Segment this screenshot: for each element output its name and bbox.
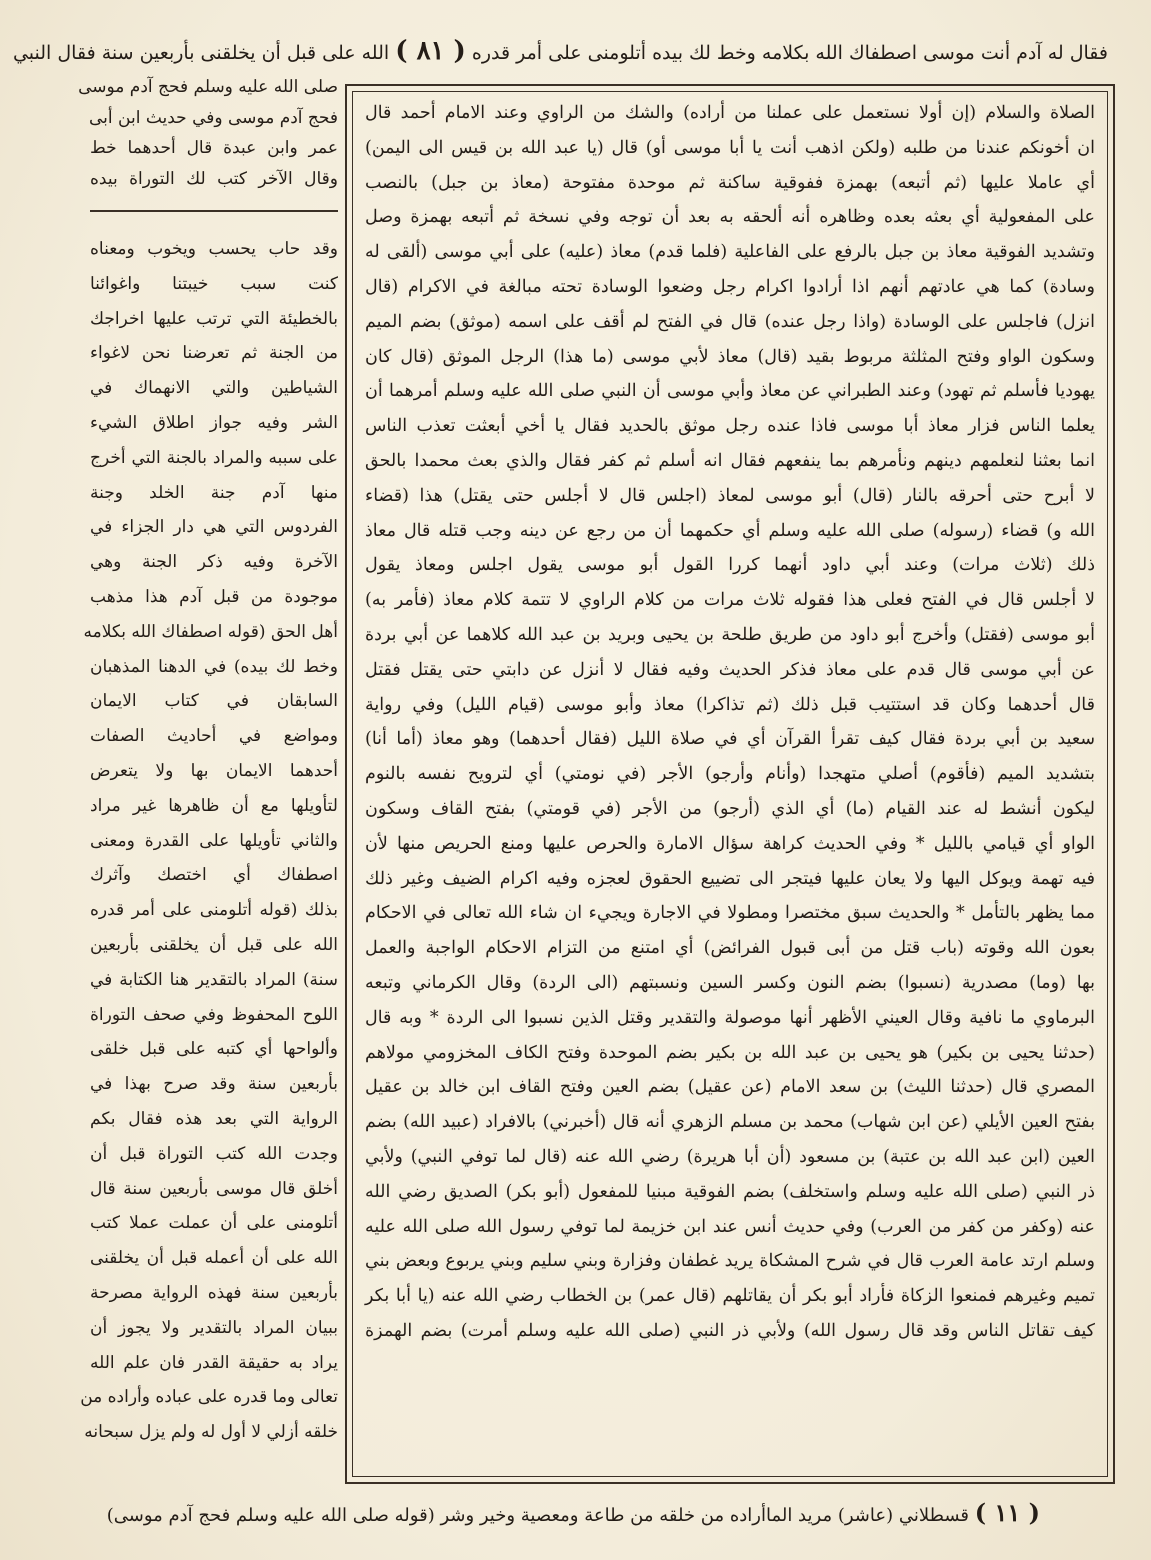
volume-label: (عاشر)	[837, 1505, 894, 1526]
margin-text-line: ومواضع في أحاديث الصفات	[90, 726, 338, 747]
margin-text-line: أحدهما الايمان بها ولا يتعرض	[90, 760, 338, 781]
main-text-line: تميم وغيرهم فمنعوا الزكاة فأراد أبو بكر أن يقاتلهم (قال عمر) بن الخطاب رضي الله عنه (يا أبا بكر	[365, 1286, 1095, 1307]
main-text-line: كيف تقاتل الناس وقد قال رسول الله) ولأبي ذر النبي (صلى الله عليه وسلم أمرت) بضم الهمزة	[365, 1320, 1095, 1341]
main-text-block	[365, 96, 1095, 1349]
running-header	[12, 34, 1108, 68]
main-text-line: مما يظهر بالتأمل * والحديث سبق مختصرا ومطولا في الاجارة ويجيء ان شاء الله تعالى في الاحكام	[365, 903, 1095, 924]
main-text-line: انزل) فاجلس على الوسادة (واذا رجل عنده) قال في الفتح لم أقف على اسمه (موثق) بضم الميم	[365, 311, 1095, 332]
margin-text-line: وجدت الله كتب التوراة قبل أن	[90, 1143, 338, 1164]
margin-text-line: عمر وابن عبدة قال أحدهما خط	[90, 138, 338, 158]
margin-text-line: السابقان في كتاب الايمان	[90, 691, 338, 712]
main-text-line: الله و) قضاء (رسوله) صلى الله عليه وسلم أي حكمهما أن من رجع عن دينه وجب قتله قال معاذ	[365, 520, 1095, 541]
main-text-line: المصري قال (حدثنا الليث) بن سعد الامام (عن عقيل) بضم العين وفتح القاف ابن خالد بن عقيل	[365, 1077, 1095, 1098]
margin-text-line: منها آدم جنة الخلد وجنة	[90, 482, 338, 503]
main-text-line: لا أجلس قال في الفتح فعلى هذا فقوله ثلاث مرات من كلام الراوي لا تتمة كلام معاذ (فأمر به)	[365, 590, 1095, 611]
main-text-line: وسلم ارتد عامة العرب قال في شرح المشكاة يريد غطفان وفزارة وبني سليم وبني يربوع وبعض بني	[365, 1251, 1095, 1272]
margin-text-line: أخلق قال موسى بأربعين سنة قال	[90, 1178, 338, 1199]
header-text-end: الله على قبل أن يخلقنى بأربعين سنة فقال النبي	[12, 42, 390, 64]
main-text-line: الصلاة والسلام (إن أولا نستعمل على عملنا من أراده) والشك من الراوي وعند الامام أحمد قال	[365, 103, 1095, 123]
margin-text-line: سنة) المراد بالتقدير هنا الكتابة في	[90, 969, 338, 990]
margin-text-line: صلى الله عليه وسلم فحج آدم موسى	[78, 77, 338, 97]
margin-text-line: أهل الحق (قوله اصطفاك الله بكلامه	[83, 621, 338, 642]
footer-catchword-text: مريد الماأراده من خلقه من طاعة ومعصية وخير وشر (قوله صلى الله عليه وسلم فحج آدم موسى)	[106, 1505, 833, 1526]
signature-number: ( ١١ )	[974, 1498, 1040, 1527]
main-text-line: يعلما الناس فزار معاذ أبا موسى فاذا عنده رجل موثق بالحديد فقال يا أخي أبعثت تعذب الناس	[365, 416, 1095, 437]
page-footer	[30, 1496, 1040, 1530]
main-text-line: بعون الله وقوته (باب قتل من أبى قبول الفرائض) أي امتنع من التزام الاحكام الواجبة والعمل	[365, 938, 1095, 959]
main-text-line: ذر النبي (صلى الله عليه وسلم واستخلف) بضم الفوقية مبنيا للمفعول (أبو بكر) الصديق رضي الله	[365, 1181, 1095, 1202]
margin-text-line: تعالى وما قدره على عباده وأراده من	[80, 1387, 338, 1408]
margin-text-line: وألواحها أي كتبه على قبل خلقى	[90, 1039, 338, 1060]
main-text-line: عنه (وكفر من كفر من العرب) وفي حديث أنس عند ابن خزيمة لما توفي رسول الله صلى الله عليه	[365, 1216, 1095, 1237]
margin-text-line: بالخطيئة التي ترتب عليها اخراجك	[90, 308, 338, 329]
margin-text-line: يراد به حقيقة القدر فان علم الله	[90, 1352, 338, 1373]
margin-text-line: بأربعين سنة وقد صرح بهذا في	[90, 1074, 338, 1095]
margin-text-line: الفردوس التي هي دار الجزاء في	[90, 517, 338, 538]
margin-text-line: لتأويلها مع أن ظاهرها غير مراد	[90, 795, 338, 816]
main-text-line: بفتح العين الأيلي (عن ابن شهاب) محمد بن مسلم الزهري أنه قال (أخبرني) بالافراد (عبيد الله) بضم	[365, 1112, 1095, 1133]
margin-text-line: خلقه أزلي لا أول له ولم يزل سبحانه	[84, 1422, 338, 1443]
margin-text-line: وقال الآخر كتب لك التوراة بيده	[90, 168, 338, 189]
main-text-line: ان أخونكم عندنا من طلبه (ولكن اذهب أنت يا أبا موسى أو) قال (يا عبد الله بن قيس الى اليمن)	[365, 137, 1095, 158]
margin-text-line: الله على أن أعمله قبل أن يخلقنى	[90, 1248, 338, 1269]
margin-text-line: بذلك (قوله أتلومنى على أمر قدره	[90, 900, 338, 921]
main-text-line: الواو أي قيامي بالليل * وفي الحديث كراهة سؤال الامارة والحرص عليها ومنع الحريص منها لأن	[365, 833, 1095, 854]
main-text-line: على المفعولية أي بعثه بعده وظاهره أنه ألحقه به بعد أن توجه وفي نسخة ثم أتبعه بهمزة وصل	[365, 207, 1095, 228]
main-text-line: بتشديد الميم (فأقوم) أصلي متهجدا (وأنام وأرجو) الأجر (في نومتي) أي لترويح نفسه بالنوم	[365, 764, 1095, 785]
margin-commentary-lower	[80, 232, 338, 1450]
main-text-line: فيه تهمة ويوكل اليها ولا يعان عليها فيتجر الى تضييع الحقوق لعجزه وفيه اكرام الضيف وغير ذلك	[365, 868, 1095, 889]
header-text-start: فقال له آدم أنت موسى اصطفاك الله بكلامه وخط لك بيده أتلومنى على أمر قدره	[471, 42, 1108, 64]
margin-text-line: على سببه والمراد بالجنة التي أخرج	[90, 447, 338, 468]
main-text-line: أبو موسى (فقتل) وأخرج أبو داود من طريق طلحة بن يحيى وبريد بن عبد الله كلاهما عن أبي بردة	[365, 624, 1095, 645]
main-text-line: بها (وما) مصدرية (نسبوا) بضم النون وكسر السين ونسبتهم (الى الردة) وقال الكرماني وتبعه	[365, 972, 1095, 993]
margin-text-line: وخط لك بيده) في الدهنا المذهبان	[90, 656, 338, 677]
margin-text-line: وقد حاب يحسب ويخوب ومعناه	[90, 239, 338, 259]
main-text-line: انما بعثنا لنعلمهم دينهم ونأمرهم بما ينفعهم فقال انه أسلم ثم كفر فقال والذي بعث محمدا بالحق	[365, 450, 1095, 471]
margin-text-line: أتلومنى على أن عملت عملا كتب	[90, 1213, 338, 1234]
margin-text-line: الرواية التي بعد هذه فقال بكم	[90, 1108, 338, 1129]
main-text-line: وسادة) كما هي عادتهم أنهم اذا أرادوا اكرام رجل وضعوا الوسادة تحته مبالغة في الاكرام (قال	[365, 276, 1095, 297]
main-text-line: عن أبي موسى قال قدم على معاذ فذكر الحديث وفيه فقال لا أنزل عن دابتي حتى يقتل فقتل	[365, 659, 1095, 680]
signature-name: قسطلاني	[898, 1505, 970, 1526]
main-text-line: قال أحدهما وكان قد استتيب قبل ذلك (ثم تذاكرا) معاذ وأبو موسى (قيام الليل) وفي رواية	[365, 694, 1095, 715]
margin-text-line: فحج آدم موسى وفي حديث ابن أبى	[89, 107, 338, 128]
main-text-line: سعيد بن أبي بردة فقال كيف تقرأ القرآن أي في صلاة الليل (فقال أحدهما) وهو معاذ (أما أنا)	[365, 729, 1095, 750]
margin-text-line: بأربعين سنة فهذه الرواية مصرحة	[90, 1282, 338, 1303]
margin-text-line: الآخرة وفيه ذكر الجنة وهي	[90, 552, 338, 573]
margin-text-line: الشياطين والتي الانهماك في	[90, 378, 338, 399]
main-text-line: البرماوي ما نافية وقال العيني الأظهر أنها موصولة والتقدير وقتل الذين نسبوا الى الردة * وبه قال	[365, 1007, 1095, 1028]
main-text-line: العين (ابن عبد الله بن عتبة) بن مسعود (أن أبا هريرة) رضي الله عنه (قال لما توفي النبي) ولأبي	[365, 1146, 1095, 1167]
margin-text-line: الشر وفيه جواز اطلاق الشيء	[90, 412, 338, 433]
margin-text-line: والثاني تأويلها على القدرة ومعنى	[90, 830, 338, 851]
margin-text-line: اصطفاك أي اختصك وآثرك	[90, 865, 338, 886]
main-text-line: وتشديد الفوقية معاذ بن جبل بالرفع على الفاعلية (فلما قدم) معاذ (عليه) على أبي موسى (ألقى له	[365, 242, 1095, 263]
margin-text-line: من الجنة ثم تعرضنا نحن لاغواء	[90, 343, 338, 364]
main-text-line: (حدثنا يحيى بن بكير) هو يحيى بن عبد الله بن بكير بضم الموحدة وفتح الكاف المخزومي مولاهم	[365, 1042, 1095, 1063]
main-text-line: لا أبرح حتى أحرقه بالنار (قال) أبو موسى لمعاذ (اجلس قال لا أجلس حتى يقتل) هذا (قضاء	[365, 485, 1095, 506]
main-text-line: وسكون الواو وفتح المثلثة مربوط بقيد (قال) معاذ لأبي موسى (ما هذا) الرجل الموثق (قال كان	[365, 346, 1095, 367]
margin-text-line: اللوح المحفوظ وفي صحف التوراة	[90, 1004, 338, 1025]
main-text-line: ذلك (ثلاث مرات) وعند أبي داود أنهما كررا القول أبو موسى يقول اجلس ومعاذ يقول	[365, 555, 1095, 576]
main-text-line: ليكون أنشط له عند القيام (ما) أي الذي (أرجو) من الأجر (في قومتي) بفتح القاف وسكون	[365, 798, 1095, 819]
margin-text-line: ببيان المراد بالتقدير ولا يجوز أن	[90, 1317, 338, 1338]
margin-text-line: كنت سبب خيبتنا واغوائنا	[90, 273, 338, 294]
main-text-line: يهوديا فأسلم ثم تهود) وعند الطبراني عن معاذ وأبي موسى أن النبي صلى الله عليه وسلم أمرهما أن	[365, 381, 1095, 402]
margin-divider	[90, 210, 338, 212]
margin-text-line: موجودة من قبل آدم هذا مذهب	[90, 586, 338, 607]
main-text-line: أي عاملا عليها (ثم أتبعه) بهمزة ففوقية ساكنة ثم موحدة مفتوحة (معاذ بن جبل) بالنصب	[365, 172, 1095, 193]
margin-text-line: الله على قبل أن يخلقنى بأربعين	[90, 934, 338, 955]
page-number: ( ٨١ )	[395, 36, 466, 66]
margin-commentary-upper	[78, 72, 338, 194]
